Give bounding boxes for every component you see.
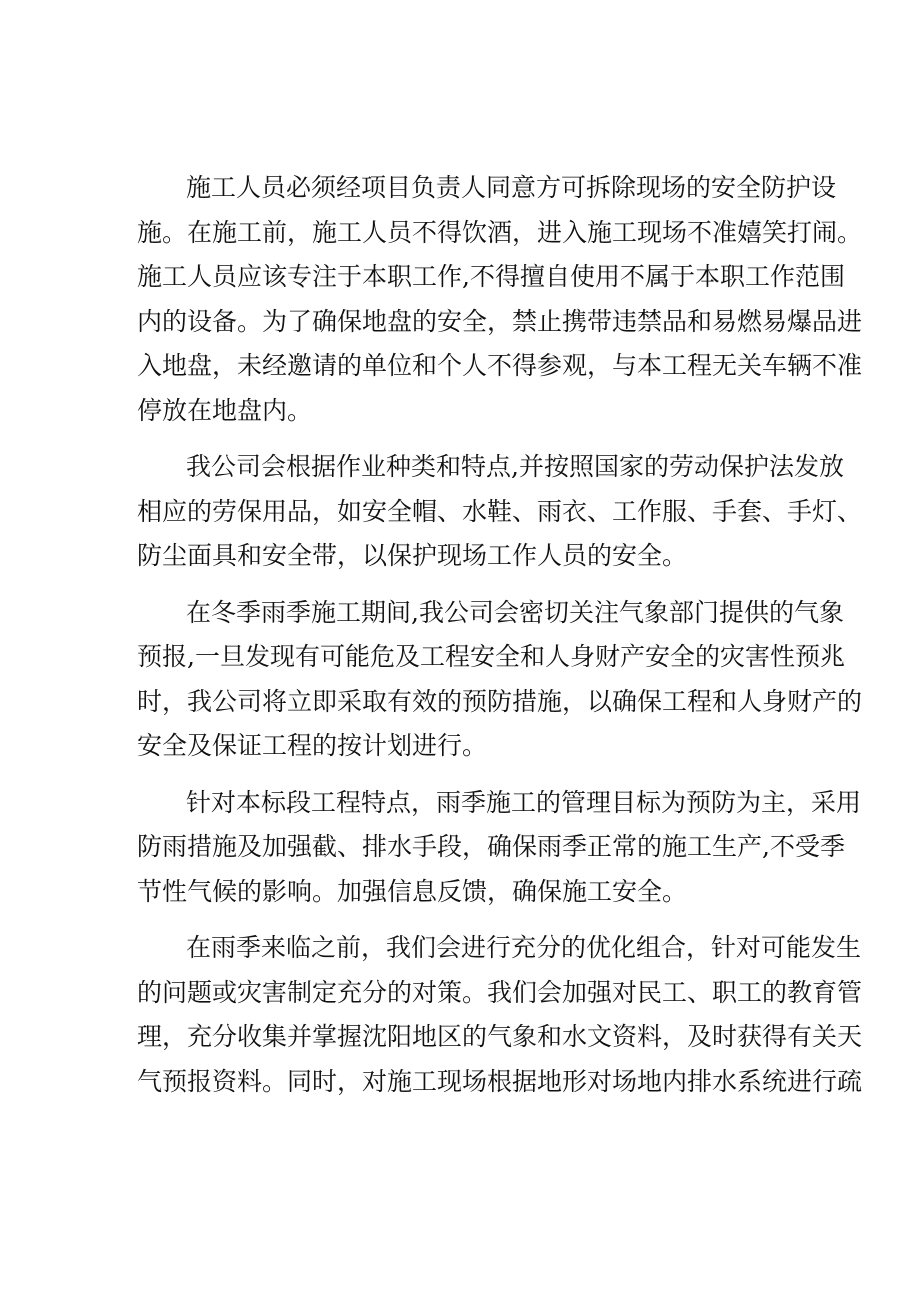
- text-line: 在冬季雨季施工期间,我公司会密切关注气象部门提供的气象: [186, 597, 844, 627]
- text-line: 相应的劳保用品，如安全帽、水鞋、雨衣、工作服、手套、手灯、: [137, 496, 863, 526]
- text-line: 预报,一旦发现有可能危及工程安全和人身财产安全的灾害性预兆: [137, 642, 845, 671]
- text-line: 施。在施工前，施工人员不得饮酒，进入施工现场不准嬉笑打闹。: [137, 217, 863, 247]
- text-line: 在雨季来临之前，我们会进行充分的优化组合，针对可能发生: [186, 933, 862, 962]
- text-line: 安全及保证工程的按计划进行。: [137, 731, 488, 760]
- paragraph-1: [137, 166, 863, 433]
- text-line: 停放在地盘内。: [137, 395, 313, 425]
- paragraph-4: [137, 781, 862, 915]
- text-line: 气预报资料。同时，对施工现场根据地形对场地内排水系统进行疏: [137, 1066, 863, 1096]
- text-line: 入地盘，未经邀请的单位和个人不得参观，与本工程无关车辆不准: [137, 351, 863, 380]
- paragraph-5: [137, 926, 863, 1104]
- text-line: 防尘面具和安全带，以保护现场工作人员的安全。: [137, 541, 688, 570]
- paragraph-2: [137, 445, 863, 579]
- text-line: 节性气候的影响。加强信息反馈，确保施工安全。: [137, 876, 688, 906]
- text-line: 理，充分收集并掌握沈阳地区的气象和水文资料，及时获得有关天: [137, 1022, 863, 1051]
- text-line: 我公司会根据作业种类和特点,并按照国家的劳动保护法发放: [186, 452, 844, 481]
- text-line: 的问题或灾害制定充分的对策。我们会加强对民工、职工的教育管: [137, 977, 863, 1007]
- paragraph-3: [137, 591, 863, 769]
- document-body: [137, 166, 863, 1116]
- text-line: 针对本标段工程特点，雨季施工的管理目标为预防为主，采用: [186, 787, 862, 817]
- text-line: 施工人员应该专注于本职工作,不得擅自使用不属于本职工作范围: [137, 262, 845, 291]
- text-line: 时，我公司将立即采取有效的预防措施，以确保工程和人身财产的: [137, 686, 863, 716]
- text-line: 施工人员必须经项目负责人同意方可拆除现场的安全防护设: [186, 173, 837, 202]
- text-line: 防雨措施及加强截、排水手段，确保雨季正常的施工生产,不受季: [137, 832, 845, 861]
- text-line: 内的设备。为了确保地盘的安全，禁止携带违禁品和易燃易爆品进: [137, 306, 863, 336]
